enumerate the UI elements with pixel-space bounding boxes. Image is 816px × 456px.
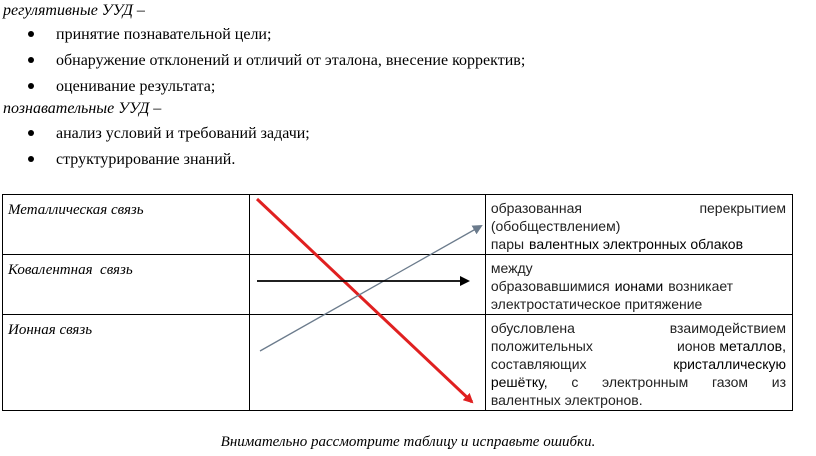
- list-item-text: принятие познавательной цели;: [56, 26, 272, 43]
- bullet-icon: [28, 57, 34, 63]
- bullet-icon: [28, 83, 34, 89]
- list-item: [28, 77, 215, 97]
- task-caption: Внимательно рассмотрите таблицу и исправьте ошибки.: [220, 434, 596, 450]
- bond-cell-covalent: [3, 255, 250, 315]
- list-item-text: обнаружение отклонений и отличий от эталона, внесение корректив;: [56, 52, 526, 69]
- bond-cell-metallic: [3, 195, 250, 255]
- definition-cell: [485, 255, 792, 315]
- list-item-text: оценивание результата;: [56, 78, 216, 95]
- bullet-icon: [28, 31, 34, 37]
- bullet-icon: [28, 156, 34, 162]
- table-row: [3, 195, 793, 255]
- bond-name: Металлическая связь: [8, 202, 144, 218]
- bond-cell-ionic: [3, 315, 250, 411]
- list-item-text: анализ условий и требований задачи;: [56, 125, 310, 142]
- arrow-cell: [249, 315, 485, 411]
- table-row: [3, 255, 793, 315]
- definition-text: образованная перекрытием (обобществлением) пары валентных электронных облаков: [490, 200, 786, 252]
- bullet-icon: [28, 130, 34, 136]
- list-item: [28, 124, 310, 144]
- arrow-cell: [249, 195, 485, 255]
- definition-cell: [485, 315, 792, 411]
- list-item: [28, 51, 525, 71]
- definition-cell: [485, 195, 792, 255]
- list-item-text: структурирование знаний.: [56, 151, 236, 168]
- arrow-cell: [249, 255, 485, 315]
- table-row: [3, 315, 793, 411]
- definition-text: между образовавшимися ионами возникает электростатическое притяжение: [490, 260, 734, 312]
- regulative-heading: регулятивные УУД –: [3, 2, 145, 19]
- definition-text: обусловлена взаимодействием положительных ионов металлов, составляющих кристаллическую решётку, с электронным газом из валентных электронов.: [490, 320, 786, 408]
- bond-matching-table: [2, 194, 793, 411]
- bond-name: Ионная связь: [8, 322, 93, 338]
- cognitive-heading: познавательные УУД –: [3, 100, 162, 117]
- list-item: [28, 25, 271, 45]
- bond-name: Ковалентная связь: [8, 262, 133, 278]
- list-item: [28, 150, 235, 170]
